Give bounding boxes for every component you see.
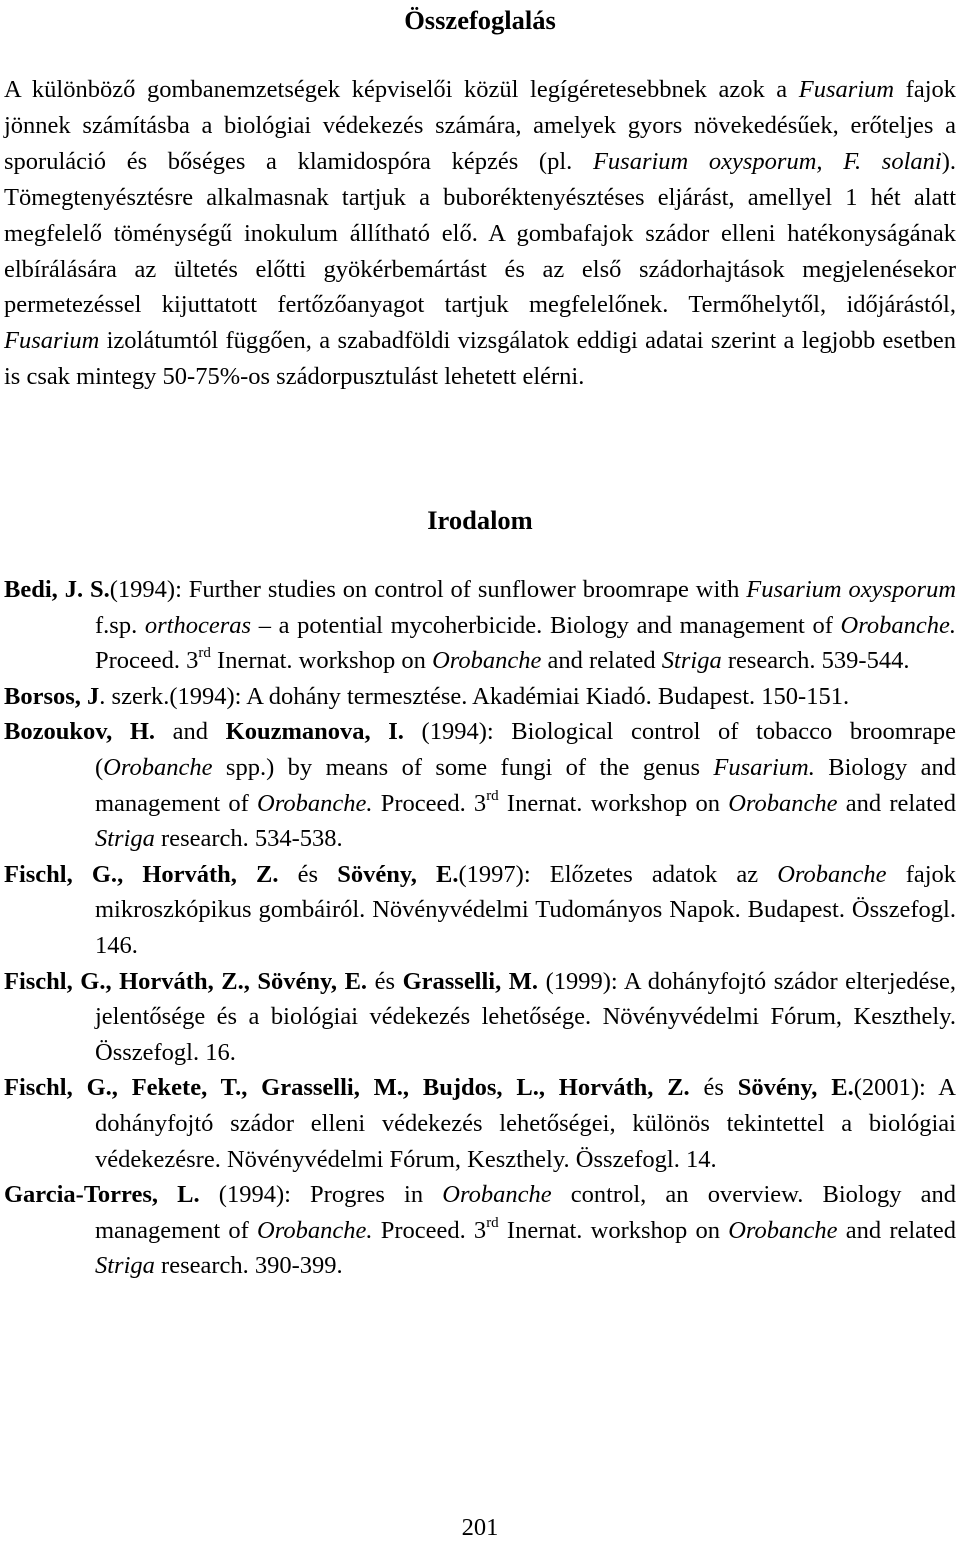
summary-text: izolátumtól függően, a szabadföldi vizsgálatok eddigi adatai szerint a legjobb esetben is csak mintegy 50-75%-os szádorpusztulást lehetett elérni.	[4, 327, 957, 391]
reference-item	[4, 1177, 956, 1284]
ref-italic: Orobanche.	[840, 611, 956, 639]
ref-text: (1994): Further studies on control of sunflower broomrape with	[109, 576, 740, 603]
ref-text: Proceed. 3	[380, 789, 487, 817]
summary-text: A különböző gombanemzetségek képviselői közül legígéretesebbnek azok a	[4, 76, 788, 103]
ref-text: (1997): Előzetes adatok az	[458, 860, 759, 888]
page-number: 201	[461, 1514, 499, 1541]
summary-heading: Összefoglalás	[404, 5, 556, 35]
ref-text: research. 390-399.	[161, 1252, 343, 1280]
ref-author: Bedi, J. S.	[4, 576, 110, 603]
ref-italic: Orobanche.	[257, 1216, 373, 1244]
ref-text: (1994): Progres in	[218, 1181, 424, 1209]
ref-text: fajok mikroszkópikus gombáiról. Növényvédelmi Tudományos Napok. Budapest. Összefogl. 146.	[95, 860, 957, 959]
ref-superscript: rd	[486, 787, 499, 804]
ref-author: Fischl, G.	[4, 860, 118, 888]
ref-author: Horváth, Z.	[142, 860, 279, 888]
ref-text: research. 534-538.	[161, 825, 343, 853]
ref-text: research. 539-544.	[727, 647, 910, 675]
ref-text: (1999): A dohányfojtó szádor elterjedése, jelentősége és a biológiai védekezés lehetősége. Növényvédelmi Fórum, Keszthely. Összefogl. 16.	[95, 967, 957, 1066]
ref-italic: orthoceras	[144, 611, 252, 639]
references-heading: Irodalom	[427, 505, 533, 535]
ref-author: Borsos, J	[4, 682, 100, 710]
ref-italic: Orobanche	[728, 789, 838, 817]
ref-author: Garcia-Torres, L.	[4, 1181, 200, 1209]
ref-italic: Striga	[661, 647, 722, 675]
ref-text: and related	[547, 647, 656, 675]
ref-superscript: rd	[198, 645, 211, 662]
reference-list	[4, 572, 956, 1284]
ref-text: and related	[845, 789, 956, 817]
reference-item	[4, 1070, 956, 1177]
ref-italic: Striga	[95, 825, 155, 853]
species-names: Fusarium oxysporum, F. solani	[592, 147, 942, 175]
ref-italic: Striga	[95, 1252, 155, 1280]
ref-text: Inernat. workshop on	[506, 1216, 720, 1244]
ref-author: Bozoukov, H.	[4, 718, 156, 746]
summary-text: fajok jönnek számításba a biológiai védekezés számára, amelyek gyors növekedésűek, erőteljes a sporuláció és bőséges a klamidospóra képzés (pl.	[4, 76, 957, 175]
ref-author: Sövény, E.	[737, 1074, 854, 1102]
ref-italic: Orobanche.	[257, 789, 373, 817]
ref-text: f.sp.	[95, 611, 138, 639]
reference-item	[4, 964, 956, 1071]
ref-text: and	[172, 718, 209, 746]
ref-superscript: rd	[486, 1214, 499, 1231]
ref-text: spp.) by means of some fungi of the genus	[225, 753, 700, 781]
reference-item	[4, 679, 956, 715]
ref-author: Fischl, G., Horváth, Z., Sövény, E.	[4, 967, 368, 995]
ref-text: és	[374, 967, 396, 995]
ref-text: (2001): A dohányfojtó szádor elleni védekezés lehetőségei, különös tekintettel a biológiai védekezésre. Növényvédelmi Fórum, Keszthely. Összefogl. 14.	[95, 1074, 956, 1173]
ref-author: Sövény, E.	[337, 860, 459, 888]
reference-item	[4, 572, 956, 679]
ref-text: and related	[845, 1216, 956, 1244]
ref-text: . szerk.(1994): A dohány termesztése. Akadémiai Kiadó. Budapest. 150-151.	[99, 682, 850, 710]
genus-name: Fusarium	[4, 327, 100, 355]
ref-italic: Orobanche	[777, 860, 887, 888]
ref-italic: Orobanche	[442, 1181, 552, 1209]
summary-text: ). Tömegtenyésztésre alkalmasnak tartjuk a buboréktenyésztéses eljárást, amellyel 1 hét alatt megfelelő töménységű inokulum állítható elő. A gombafajok szádor elleni hatékonyságának elbírálására az ültetés előtti gyökérbemártást és az első szádorhajtások megjelenésekor permetezéssel kijuttatott fertőzőanyagot tartjuk megfelelőnek. Termőhelytől, időjárástól,	[4, 147, 956, 319]
ref-text: és	[703, 1074, 724, 1102]
genus-name: Fusarium	[798, 76, 895, 103]
ref-italic: Orobanche	[728, 1216, 838, 1244]
ref-italic: Orobanche	[103, 753, 213, 781]
ref-author: Kouzmanova, I.	[225, 718, 404, 746]
ref-text: Proceed. 3	[380, 1216, 487, 1244]
reference-item	[4, 857, 956, 964]
reference-item	[4, 714, 956, 856]
ref-text: Biology and management of	[95, 753, 957, 817]
ref-italic: Fusarium.	[713, 753, 815, 781]
ref-author: Fischl, G., Fekete, T., Grasselli, M., Bujdos, L., Horváth, Z.	[4, 1074, 690, 1102]
ref-author: Grasselli, M.	[402, 967, 539, 995]
ref-text: – a potential mycoherbicide. Biology and management of	[258, 611, 833, 639]
ref-text: (1994): Biological control of tobacco broomrape (	[95, 718, 956, 781]
ref-text: Inernat. workshop on	[217, 647, 426, 675]
ref-text: Inernat. workshop on	[506, 789, 720, 817]
ref-text: és	[297, 860, 319, 888]
ref-italic: Fusarium oxysporum	[746, 576, 957, 603]
ref-author: ,	[117, 860, 124, 888]
ref-text: Proceed. 3	[95, 647, 199, 675]
ref-text: control, an overview. Biology and management of	[95, 1181, 957, 1244]
ref-italic: Orobanche	[432, 647, 542, 675]
summary-paragraph	[4, 72, 956, 395]
